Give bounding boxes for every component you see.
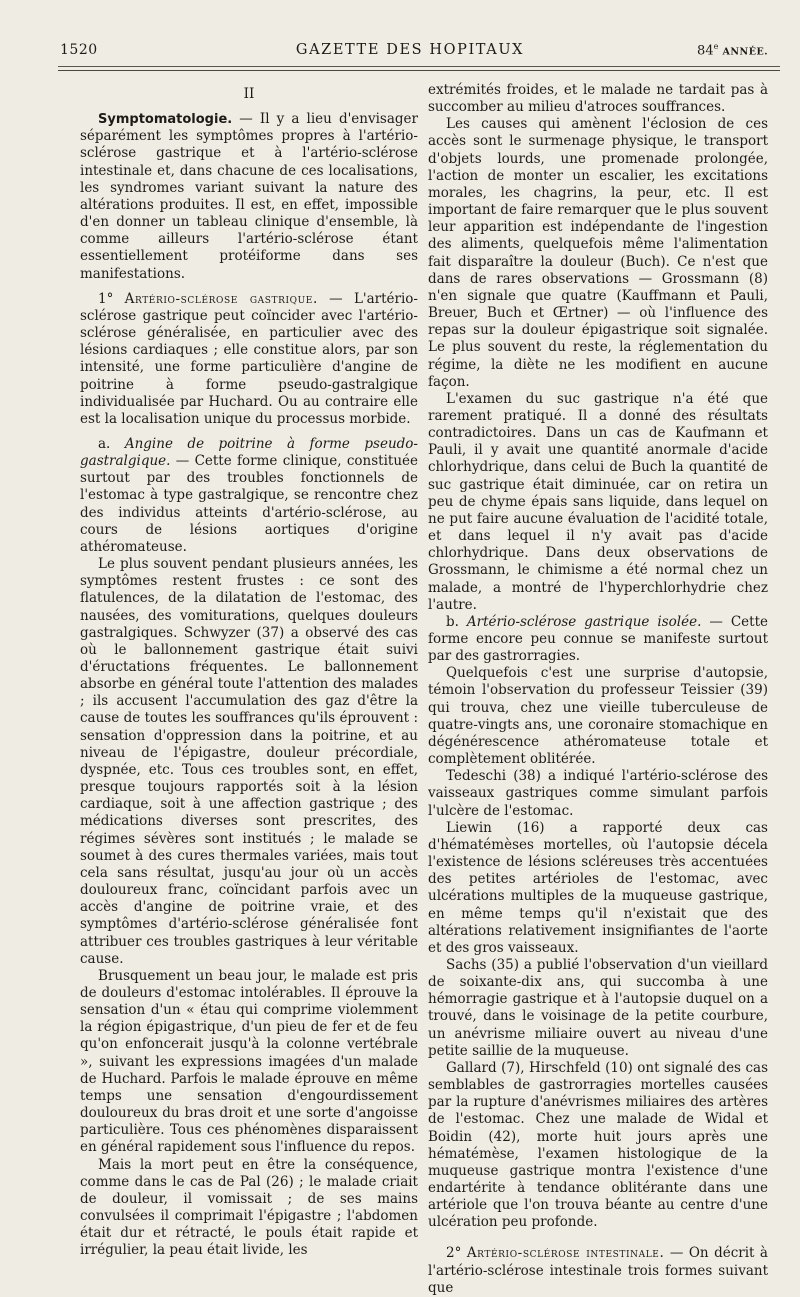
section-number: II — [243, 86, 255, 102]
paragraph-intestinal — [428, 1245, 768, 1296]
paragraph-symptomatologie — [80, 111, 418, 283]
header-rule-thin — [58, 66, 780, 67]
paragraph-symptoms: Le plus souvent pendant plusieurs années, les symptômes restent frustes : ce sont des flatulences, de la dilatation de l'estomac, des nausées, des vomiturations, quelques douleurs gastralgiques. Schwyzer (37) a observé des cas où le ballonnement gastrique était suivi d'éructations fréquentes. Le ballonnement absorbe en général toute l'attention des malades ; ils accusent l'accumulation des gaz d'être la cause de toutes les souffrances qu'ils éprouvent : sensation d'oppression dans la poitrine, et au niveau de l'épigastre, douleur précordiale, dyspnée, etc. Tous ces troubles sont, en effet, presque toujours rapportés soit à la lésion cardiaque, soit à une affection gastrique ; des médications diverses sont prescrites, des régimes sévères sont institués ; le malade se soumet à des cures thermales variées, mais tout cela sans résultat, jusqu'au jour où un accès douloureux franc, coïncidant parfois avec un accès d'angine de poitrine vraie, et des symptômes d'artério-sclérose généralisée font attribuer ces troubles gastriques à leur véritable cause. — [80, 556, 418, 967]
paragraph-text: — Cette forme encore peu connue se manifeste surtout par des gastrorragies. — [428, 613, 768, 665]
paragraph-liewin: Liewin (16) a rapporté deux cas d'hématémèses mortelles, où l'autopsie décela l'existence de lésions scléreuses très accentuées des petites artérioles de l'estomac, avec ulcérations multiples de la muqueuse gastrique, en même temps qu'il n'existait que des altérations relativement insignifiantes de l'aorte et des gros vaisseaux. — [428, 819, 768, 956]
paragraph-gastric-juice: L'examen du suc gastrique n'a été que rarement pratiqué. Il a donné des résultats contradictoires. Dans un cas de Kaufmann et Pauli, il y avait une quantité anormale d'acide chlorhydrique, dans celui de Buch la quantité de suc gastrique était diminuée, car on retira un peu de chyme épais sans liquide, dans lequel on ne put faire aucune évaluation de l'acidité totale, et dans lequel il n'y avait pas d'acide chlorhydrique. Dans deux observations de Grossmann, le chimisme a été normal chez un malade, a montré de l'hyperchlorhydrie chez l'autre. — [428, 390, 768, 613]
paragraph-sachs: Sachs (35) a publié l'observation d'un vieillard de soixante-dix ans, qui succomba à une hémorragie gastrique et à l'autopsie duquel on a trouvé, dans le voisinage de la petite courbure, un anévrisme miliaire ouvert au niveau d'une petite saillie de la muqueuse. — [428, 956, 768, 1059]
subsection-heading: Artério-sclérose gastrique isolée. — [466, 613, 702, 630]
paragraph-continued: extrémités froides, et le malade ne tardait pas à succomber au milieu d'atroces souffrances. — [428, 82, 768, 116]
paragraph-gallard: Gallard (7), Hirschfeld (10) ont signalé des cas semblables de gastrorragies mortelles causées par la rupture d'anévrismes miliaires des artères de l'estomac. Chez une malade de Widal et Boidin (42), morte huit jours après une hématémèse, l'examen histologique de la muqueuse gastrique montra l'existence d'une endartérite à tendance oblitérante dans une artériole que l'on trouva béante au centre d'une ulcération peu profonde. — [428, 1059, 768, 1231]
paragraph-crisis: Brusquement un beau jour, le malade est pris de douleurs d'estomac intolérables. Il éprouve la sensation d'un « étau qui comprime violemment la région épigastrique, d'un pieu de fer et de feu qu'on enfoncerait jusqu'à la colonne vertébrale », suivant les expressions imagées d'un malade de Huchard. Parfois le malade éprouve en même temps une sensation d'engourdissement douloureux du bras droit et une sorte d'angoisse particulière. Tous ces phénomènes disparaissent en général rapidement sous l'influence du repos. — [80, 967, 418, 1156]
paragraph-text: — Il y a lieu d'envisager séparément les symptômes propres à l'artério-sclérose gastrique et à l'artério-sclérose intestinale et, dans chacune de ces localisations, les syndromes variant suivant la nature des altérations produites. Il est, en effet, impossible d'en donner un tableau clinique d'ensemble, là comme ailleurs l'artério-sclérose étant essentiellement protéiforme dans ses manifestations. — [80, 111, 418, 282]
subsection-heading: Artério-sclérose gastrique. — [124, 290, 318, 307]
page-number: 1520 — [60, 42, 98, 58]
subsection-letter: b. — [446, 613, 467, 630]
year-label: ANNÉE. — [722, 46, 768, 58]
header-rule-thick — [58, 70, 780, 71]
page-header — [52, 40, 768, 62]
right-column — [428, 82, 768, 1297]
subsection-letter: a. — [98, 435, 125, 452]
year-suffix: e — [713, 42, 719, 51]
paragraph-gastric — [80, 291, 418, 428]
subsection-heading: Artério-sclérose intestinale. — [466, 1245, 665, 1262]
paragraph-causes: Les causes qui amènent l'éclosion de ces accès sont le surmenage physique, le transport d'objets lourds, une promenade prolongée, l'action de monter un escalier, les excitations morales, les chagrins, la peur, etc. Il est important de faire remarquer que le plus souvent leur apparition est indépendante de l'ingestion des aliments, quelquefois même l'alimentation fait disparaître la douleur (Buch). Ce n'est que dans de rares observations — Grossmann (8) n'en signale que quatre (Kauffmann et Pauli, Breuer, Buch et Œrtner) — où l'influence des repas sur la douleur épigastrique soit signalée. Le plus souvent du reste, la réglementation du régime, la diète ne les modifient en aucune façon. — [428, 116, 768, 390]
volume-year — [697, 42, 768, 58]
section-heading: Symptomatologie. — [98, 112, 233, 128]
paragraph-teissier: Quelquefois c'est une surprise d'autopsie, témoin l'observation du professeur Teissier (39) qui trouva, chez une vieille tuberculeuse de quatre-vingts ans, une coronaire stomachique en dégénérescence athéromateuse totale et complètement oblitérée. — [428, 665, 768, 768]
left-column — [80, 82, 418, 1259]
year-number: 84 — [697, 43, 714, 59]
subsection-number: 2° — [446, 1245, 467, 1262]
paragraph-angine — [80, 436, 418, 556]
paragraph-text: — L'artério-sclérose gastrique peut coïncider avec l'artério-sclérose généralisée, en particulier avec des lésions cardiaques ; elle constitue alors, par son intensité, une forme particulière d'angine de poitrine à forme pseudo-gastralgique individualisée par Huchard. Ou au contraire elle est la localisation unique du processus morbide. — [80, 290, 418, 427]
journal-title: GAZETTE DES HOPITAUX — [295, 42, 525, 58]
paragraph-tedeschi: Tedeschi (38) a indiqué l'artério-sclérose des vaisseaux gastriques comme simulant parfois l'ulcère de l'estomac. — [428, 768, 768, 819]
paragraph-isolated — [428, 614, 768, 665]
paragraph-text: — On décrit à l'artério-sclérose intestinale trois formes suivant que — [428, 1245, 768, 1296]
subsection-number: 1° — [98, 290, 125, 307]
subsection-heading: Angine de poitrine à forme pseudo-gastralgique. — [80, 435, 418, 470]
paragraph-death: Mais la mort peut en être la conséquence, comme dans le cas de Pal (26) ; le malade criait de douleur, il vomissait ; de ses mains convulsées il comprimait l'épigastre ; l'abdomen était dur et rétracté, le pouls était rapide et irrégulier, la peau était livide, les — [80, 1156, 418, 1259]
paragraph-text: — Cette forme clinique, constituée surtout par des troubles fonctionnels de l'estomac à type gastralgique, se rencontre chez des individus atteints d'artério-sclérose, au cours de lésions aortiques d'origine athéromateuse. — [80, 453, 418, 555]
